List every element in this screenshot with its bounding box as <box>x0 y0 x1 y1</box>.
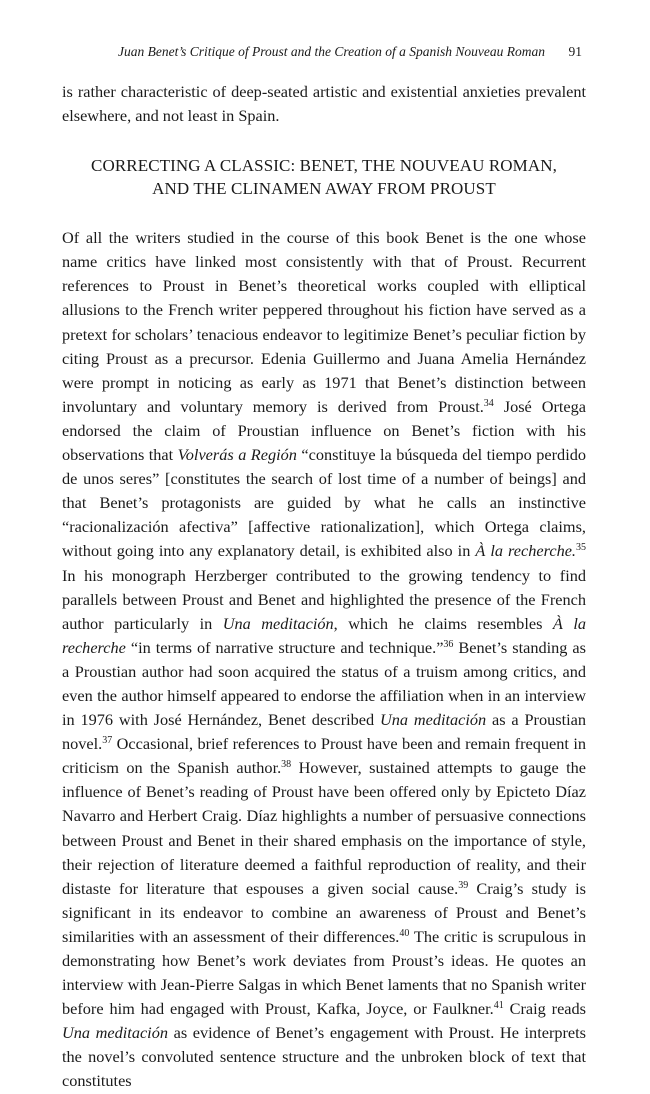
text-run: , which he claims resembles <box>333 613 553 633</box>
section-heading-line-1: CORRECTING A CLASSIC: BENET, THE NOUVEAU ROMAN, <box>91 156 557 176</box>
text-run: as evidence of Benet’s engagement with Proust. He interprets the novel’s convoluted sentence structure and the unbroken block of text that constitutes <box>62 1023 587 1091</box>
footnote-ref-37[interactable]: 37 <box>102 735 113 747</box>
text-run: as a Proustian novel. <box>62 710 586 754</box>
text-run: Occasional, brief references to Proust have been and remain frequent in criticism on the Spanish author. <box>62 734 586 778</box>
footnote-ref-34[interactable]: 34 <box>483 397 494 409</box>
footnote-ref-38[interactable]: 38 <box>281 759 292 771</box>
footnote-ref-36[interactable]: 36 <box>443 638 454 650</box>
page-number: 91 <box>568 44 582 59</box>
text-run: Of all the writers studied in the course of this book Benet is the one whose name critics have linked most consistently with that of Proust. Recurrent references to Proust in Benet’s theoretical works coupled with elliptical allusions to the French writer peppered throughout his fiction have served as a pretext for scholars’ tenacious endeavor to legitimize Benet’s peculiar fiction by citing Proust as a precursor. Edenia Guillermo and Juana Amelia Hernández were prompt in noticing as early as 1971 that Benet’s distinction between involuntary and voluntary memory is derived from Proust. <box>62 228 586 416</box>
running-head-title: Juan Benet’s Critique of Proust and the Creation of a Spanish Nouveau Roman <box>118 44 545 59</box>
running-head <box>118 44 582 60</box>
section-heading <box>62 154 586 200</box>
section-heading-line-2: AND THE CLINAMEN AWAY FROM PROUST <box>152 179 496 199</box>
footnote-ref-41[interactable]: 41 <box>493 1000 504 1012</box>
italic-title: Volverás a Región <box>177 445 297 465</box>
text-run: Benet’s standing as a Proustian author had soon acquired the status of a truism among critics, and even the author himself appeared to endorse the affiliation when in an interview in 1976 with José Hernández, Benet described <box>62 637 586 730</box>
footnote-ref-35[interactable]: 35 <box>576 542 587 554</box>
body-text <box>62 80 586 1094</box>
text-run: The critic is scrupulous in demonstrating how Benet’s work deviates from Proust’s ideas. He quotes an interview with Jean-Pierre Salgas in which Benet laments that no Spanish writer before him had engaged with Proust, Kafka, Joyce, or Faulkner. <box>62 926 586 1019</box>
footnote-ref-39[interactable]: 39 <box>458 879 469 891</box>
italic-title: À la recherche <box>62 613 587 657</box>
italic-title: Una meditación <box>62 1023 168 1043</box>
text-run: “in terms of narrative structure and technique.” <box>125 637 444 657</box>
footnote-ref-40[interactable]: 40 <box>399 927 410 939</box>
text-run: Craig’s study is significant in its endeavor to combine an awareness of Proust and Benet’s similarities with an assessment of their differences. <box>62 878 586 946</box>
opening-paragraph: is rather characteristic of deep-seated artistic and existential anxieties prevalent elsewhere, and not least in Spain. <box>62 82 586 126</box>
text-run: In his monograph Herzberger contributed to the growing tendency to find parallels between Proust and Benet and highlighted the presence of the French author particularly in <box>62 565 586 633</box>
text-run: José Ortega endorsed the claim of Proustian influence on Benet’s fiction with his observations that <box>62 396 587 465</box>
text-run: “constituye la búsqueda del tiempo perdido de unos seres” [constitutes the search of lost time of a number of beings] and that Benet’s protagonists are guided by what he calls an instinctive “racionalización afectiva” [affective rationalization], which Ortega claims, without going into any explanatory detail, is exhibited also in <box>62 445 587 561</box>
text-run: Craig reads <box>503 999 587 1019</box>
italic-title: À la recherche. <box>475 541 577 561</box>
text-run: However, sustained attempts to gauge the influence of Benet’s reading of Proust have been offered only by Epicteto Díaz Navarro and Herbert Craig. Díaz highlights a number of persuasive connections between Proust and Benet in their shared emphasis on the importance of style, their rejection of literature deemed a faithful reproduction of reality, and their distaste for literature that espouses a given social cause. <box>62 758 586 898</box>
main-paragraph <box>62 226 586 1093</box>
italic-title: Una meditación <box>379 710 487 730</box>
italic-title: Una meditación <box>222 613 334 633</box>
